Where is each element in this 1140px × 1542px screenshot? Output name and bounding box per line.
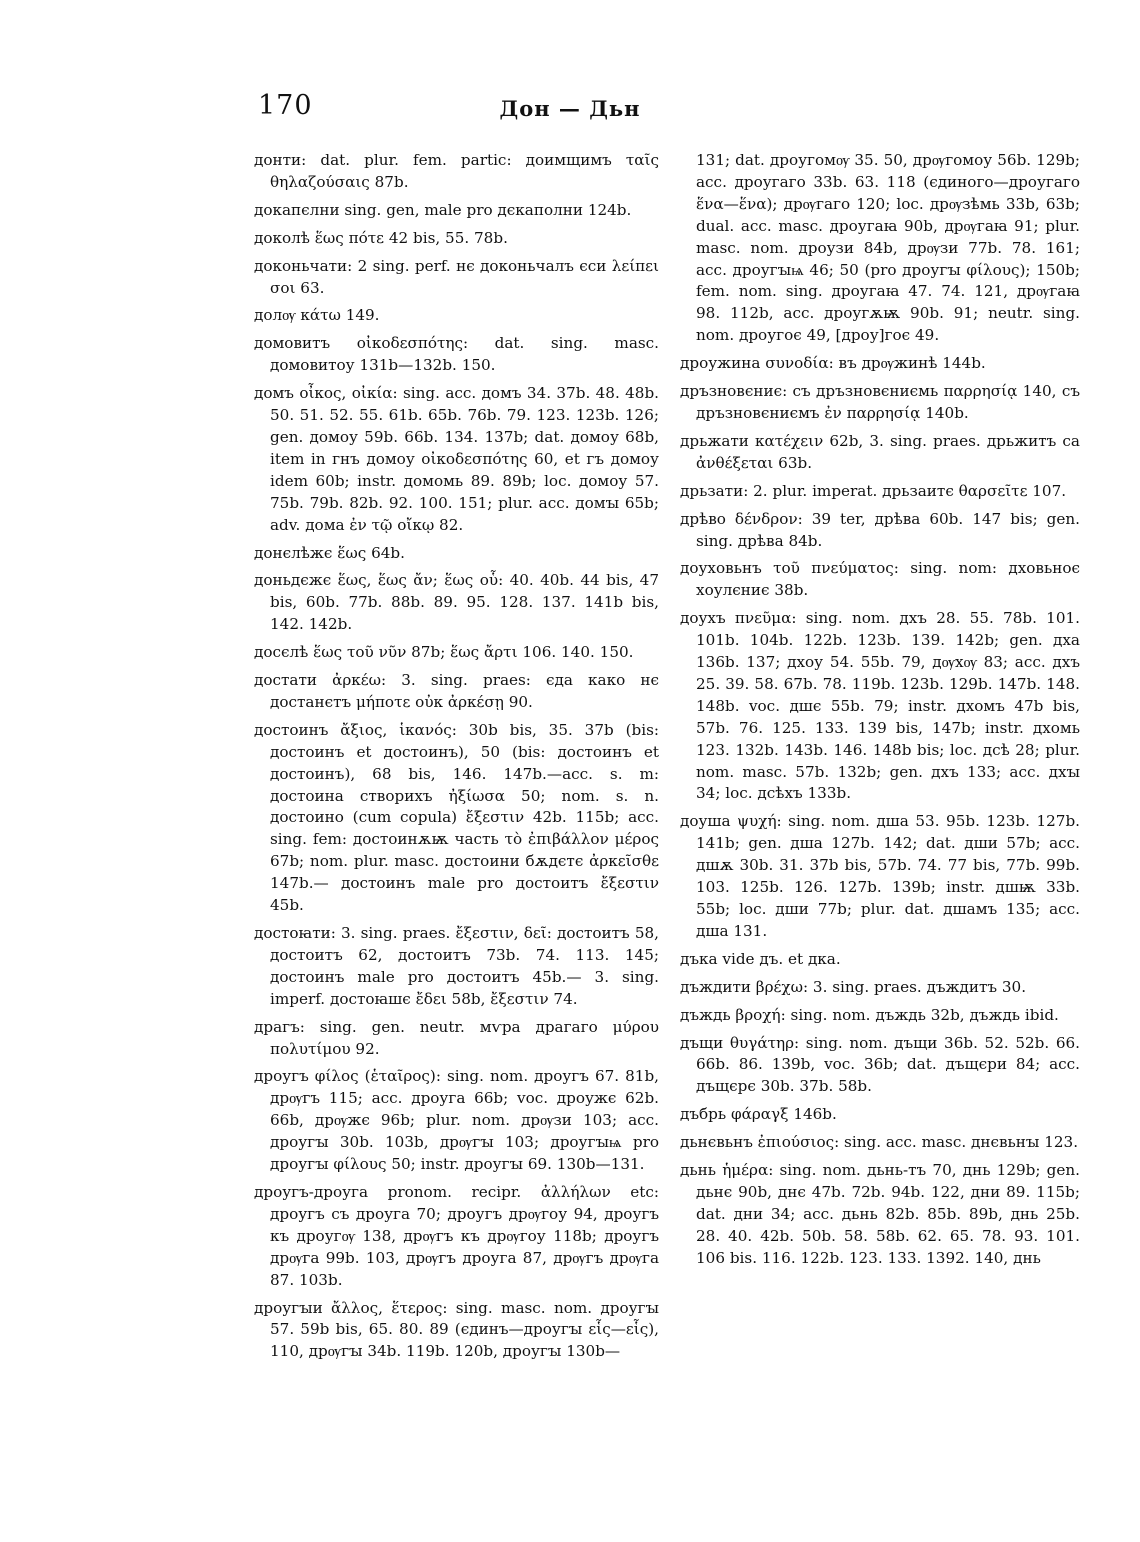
dictionary-entry: дроужина συνοδία: въ дрѹжинѣ 144b. [680,354,986,373]
dictionary-entry: дрьзати: 2. plur. imperat. дрьзаитє θαρσεῖτε 107. [680,481,1067,500]
dictionary-entry: домъ οἶκος, οἰκία: sing. acc. домъ 34. 37b. 48. 48b. 50. 51. 52. 55. 61b. 65b. 76b. 79. 123. 123b. 126; gen. домоу 59b. 66b. 134. 137b; dat. домоу 68b, item in гнъ домоу οἰκοδεσπότης 60, et гъ домоу idem 60b; instr. домомь 89. 89b; loc. домоу 57. 75b. 79b. 82b. 92. 100. 151; plur. acc. домꙑ 65b; adv. дома ἐν τῷ οἴκῳ 82. [254,384,659,534]
dictionary-entry: 131; dat. дроугомѹ 35. 50, дрѹгомоу 56b. 129b; acc. дроугаго 33b. 63. 118 (єдиного—дроугаго ἕνα—ἕνα); дрѹгаго 120; loc. дрѹзѣмь 33b, 63b; dual. acc. masc. дроугаꙗ 90b, дрѹгаꙗ 91; plur. masc. nom. дроузи 84b, дрѹзи 77b. 78. 161; acc. дроугꙑѩ 46; 50 (pro дроугꙑ φίλους); 150b; fem. nom. sing. дроугаꙗ 47. 74. 121, дрѹгаꙗ 98. 112b, acc. дроугѫѭ 90b. 91; neutr. sing. nom. дроугоє 49, [дроу]гоє 49. [696,151,1080,345]
dictionary-entry: доконьчати: 2 sing. perf. нє доконьчалъ єси λείπει σοι 63. [254,256,659,297]
dictionary-entry: дрьжати κατέχειν 62b, 3. sing. praes. дрьжитъ са ἀνθέξεται 63b. [680,431,1080,472]
running-head: Дон — Дьн [499,96,641,121]
dictionary-entry: досєлѣ ἕως τοῦ νῦν 87b; ἕως ἄρτι 106. 140. 150. [254,643,634,662]
dictionary-entry: дъждити βρέχω: 3. sing. praes. дъждитъ 30. [680,977,1027,996]
dictionary-entry: домовитъ οἰκοδεσπότης: dat. sing. masc. домовитоу 131b—132b. 150. [254,334,659,375]
dictionary-entry: дъка vide дъ. et дка. [680,949,841,968]
dictionary-entry: доуша ψυχή: sing. nom. дша 53. 95b. 123b. 127b. 141b; gen. дша 127b. 142; dat. дши 57b; acc. дшѫ 30b. 31. 37b bis, 57b. 74. 77 bis, 77b. 99b. 103. 125b. 126. 127b. 139b; instr. дшѭ 33b. 55b; loc. дши 77b; plur. dat. дшамъ 135; acc. дша 131. [680,812,1080,940]
dictionary-entry: доухъ πνεῦμα: sing. nom. дхъ 28. 55. 78b. 101. 101b. 104b. 122b. 123b. 139. 142b; gen. дха 136b. 137; дхоу 54. 55b. 79, дѹхѹ 83; acc. дхъ 25. 39. 58. 67b. 78. 119b. 123b. 129b. 147b. 148. 148b. voc. дшє 55b. 79; instr. дхомъ 47b bis, 57b. 76. 125. 133. 139 bis, 147b; instr. дхомь 123. 132b. 143b. 146. 148b bis; loc. дсѣ 28; plur. nom. masc. 57b. 132b; gen. дхъ 133; acc. дхꙑ 34; loc. дсѣхъ 133b. [680,609,1080,803]
dictionary-entry: дъждь βροχή: sing. nom. дъждь 32b, дъждь ibid. [680,1005,1059,1024]
dictionary-entry: доуховьнъ τοῦ πνεύματος: sing. nom: дховьноє хоулєниє 38b. [680,559,1080,600]
dictionary-entry: дьнь ἡμέρα: sing. nom. дьнь-тъ 70, днь 129b; gen. дьнє 90b, днє 47b. 72b. 94b. 122, дни 89. 115b; dat. дни 34; acc. дьнь 82b. 85b. 89b, днь 25b. 28. 40. 42b. 50b. 58. 58b. 62. 65. 78. 93. 101. 106 bis. 116. 122b. 123. 133. 1392. 140, днь [680,1161,1080,1267]
dictionary-entry: долѹ κάτω 149. [254,306,380,325]
dictionary-entry: дроугъ-дроуга pronom. recipr. ἀλλήλων etc: дроугъ съ дроуга 70; дроугъ дрѹгоу 94, дроугъ къ дроугѹ 138, дрѹгъ къ дрѹгоу 118b; дроугъ дрѹга 99b. 103, дрѹгъ дроуга 87, дрѹгъ дрѹга 87. 103b. [254,1182,659,1289]
dictionary-entry: дъщи θυγάτηρ: sing. nom. дъщи 36b. 52. 52b. 66. 66b. 86. 139b, voc. 36b; dat. дъщєри 84; acc. дъщєрє 30b. 37b. 58b. [680,1033,1080,1096]
dictionary-entry: доньдєжє ἕως, ἕως ἄν; ἕως οὗ: 40. 40b. 44 bis, 47 bis, 60b. 77b. 88b. 89. 95. 128. 137. 141b bis, 142. 142b. [254,571,659,634]
dictionary-entry: доколѣ ἕως πότε 42 bis, 55. 78b. [254,228,508,247]
dictionary-entry: дрѣво δένδρον: 39 ter, дрѣва 60b. 147 bis; gen. sing. дрѣва 84b. [680,509,1080,550]
dictionary-entry: дроугꙑи ἄλλος, ἕτερος: sing. masc. nom. дроугꙑ 57. 59b bis, 65. 80. 89 (єдинъ—дроугꙑ εἷς—εἷς), 110, дрѹгꙑ 34b. 119b. 120b, дроугꙑ 130b— [254,1298,659,1361]
dictionary-entry: дроугъ φίλος (ἑταῖρος): sing. nom. дроугъ 67. 81b, дрѹгъ 115; acc. дроуга 66b; voc. дроужє 62b. 66b, дрѹжє 96b; plur. nom. дрѹзи 103; acc. дроугꙑ 30b. 103b, дрѹгꙑ 103; дроугꙑѩ pro дроугꙑ φίλους 50; instr. дроугꙑ 69. 130b—131. [254,1067,659,1174]
dictionary-entry: донєлѣжє ἕως 64b. [254,543,405,562]
right-column [680,150,1080,1276]
dictionary-entry: докапєлни sing. gen, male pro дєкаполни 124b. [254,200,632,219]
page-number: 170 [258,90,313,121]
dictionary-entry: дьнєвьнъ ἐπιούσιος: sing. acc. masc. днєвьнꙑ 123. [680,1133,1079,1152]
dictionary-entry: достати ἀρκέω: 3. sing. praes: єда како нє достанєтъ μήποτε οὐκ ἀρκέσῃ 90. [254,671,659,711]
dictionary-entry: достоинъ ἄξιος, ἱκανός: 30b bis, 35. 37b (bis: достоинъ et достоинъ), 50 (bis: достоинъ et достоинъ), 68 bis, 146. 147b.—acc. s. m: достоина створихъ ἠξίωσα 50; nom. s. n. достоино (cum copula) ἔξεστιν 42b. 115b; acc. sing. fem: достоинѫѭ часть τὸ ἐπιβάλλον μέρος 67b; nom. plur. masc. достоини бѫдєтє ἀρκεῖσθε 147b.— достоинъ male pro достоитъ ἔξεστιν 45b. [254,720,659,915]
left-column [254,150,659,1369]
dictionary-entry: драгъ: sing. gen. neutr. мѵра драгаго μύρου πολυτίμου 92. [254,1017,659,1058]
dictionary-entry: достоꙗти: 3. sing. praes. ἔξεστιν, δεῖ: достоитъ 58, достоитъ 62, достоитъ 73b. 74. 113. 145; достоинъ male pro достоитъ 45b.— 3. sing. imperf. достоꙗшє ἔδει 58b, ἔξεστιν 74. [254,924,659,1008]
dictionary-entry: донти: dat. plur. fem. partic: доимщимъ ταῖς θηλαζούσαις 87b. [254,151,659,191]
dictionary-entry: дръзновєниє: съ дръзновєниємь παρρησίᾳ 140, съ дръзновєниємъ ἐν παρρησίᾳ 140b. [680,382,1080,422]
dictionary-entry: дъбрь φάραγξ 146b. [680,1105,837,1124]
